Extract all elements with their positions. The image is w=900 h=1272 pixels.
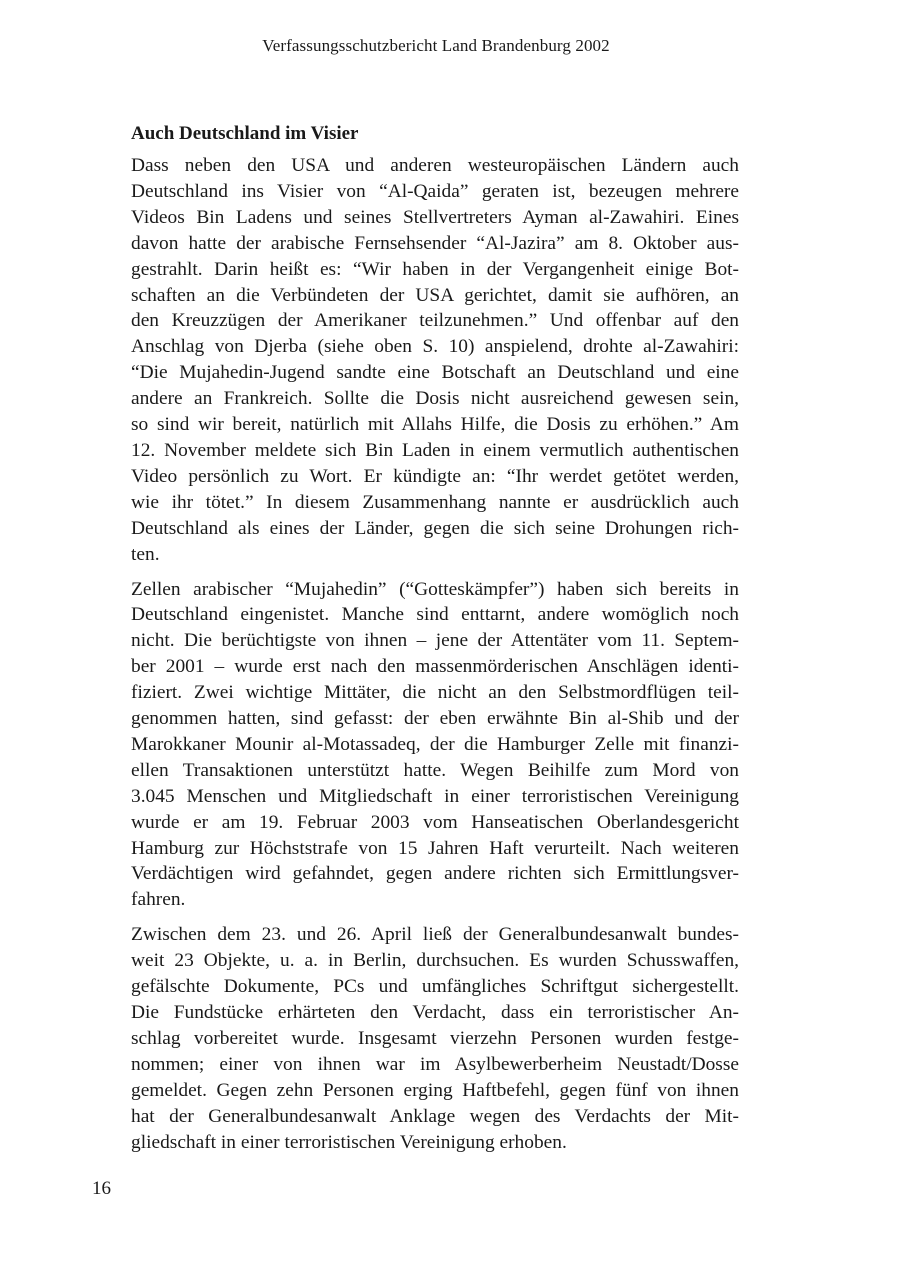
- text-line: davon hatte der arabische Fernsehsender “Al-Jazira” am 8. Oktober aus-: [131, 232, 739, 254]
- text-line: Die Fundstücke erhärteten den Verdacht, dass ein terroristischer An-: [131, 1002, 739, 1023]
- text-line: andere an Frankreich. Sollte die Dosis nicht ausreichend gewesen sein,: [131, 388, 739, 410]
- text-line: hat der Generalbundesanwalt Anklage wegen des Verdachts der Mit-: [131, 1105, 739, 1127]
- text-line: Dass neben den USA und anderen westeuropäischen Ländern auch: [131, 155, 739, 176]
- paragraph: [131, 577, 739, 914]
- text-line: Marokkaner Mounir al-Motassadeq, der die Hamburger Zelle mit finanzi-: [131, 733, 739, 755]
- paragraph: [131, 922, 739, 1155]
- text-line: Deutschland ins Visier von “Al-Qaida” geraten ist, bezeugen mehrere: [131, 180, 739, 202]
- text-line: den Kreuzzügen der Amerikaner teilzunehmen.” Und offenbar auf den: [131, 310, 739, 332]
- running-header: Verfassungsschutzbericht Land Brandenburg 2002: [262, 36, 610, 55]
- text-line: 12. November meldete sich Bin Laden in einem vermutlich authentischen: [131, 439, 739, 461]
- text-line: gemeldet. Gegen zehn Personen erging Haftbefehl, gegen fünf von ihnen: [131, 1079, 739, 1101]
- text-line: Anschlag von Djerba (siehe oben S. 10) anspielend, drohte al-Zawahiri:: [131, 336, 739, 358]
- text-line: fahren.: [131, 889, 186, 911]
- text-line: fiziert. Zwei wichtige Mittäter, die nicht an den Selbstmordflügen teil-: [131, 682, 739, 704]
- article-section: [131, 121, 739, 1155]
- text-line: gestrahlt. Darin heißt es: “Wir haben in der Vergangenheit einige Bot-: [131, 258, 739, 280]
- text-line: “Die Mujahedin-Jugend sandte eine Botschaft an Deutschland und eine: [131, 362, 739, 384]
- text-line: schlag vorbereitet wurde. Insgesamt vierzehn Personen wurden festge-: [131, 1027, 739, 1049]
- text-line: gefälschte Dokumente, PCs und umfängliches Schriftgut sichergestellt.: [131, 976, 739, 998]
- text-line: wie ihr tötet.” In diesem Zusammenhang nannte er ausdrücklich auch: [131, 491, 739, 513]
- text-line: Deutschland als eines der Länder, gegen die sich seine Drohungen rich-: [131, 517, 739, 539]
- text-line: Zwischen dem 23. und 26. April ließ der Generalbundesanwalt bundes-: [131, 924, 740, 946]
- text-line: nommen; einer von ihnen war im Asylbewerberheim Neustadt/Dosse: [131, 1053, 739, 1075]
- text-line: wurde er am 19. Februar 2003 vom Hanseatischen Oberlandesgericht: [131, 811, 739, 833]
- text-line: ber 2001 – wurde erst nach den massenmörderischen Anschlägen identi-: [131, 656, 739, 678]
- text-line: Videos Bin Ladens und seines Stellvertreters Ayman al-Zawahiri. Eines: [131, 206, 739, 228]
- text-line: nicht. Die berüchtigste von ihnen – jene der Attentäter vom 11. Septem-: [131, 630, 739, 652]
- page-number: 16: [92, 1178, 111, 1199]
- text-line: ten.: [131, 543, 160, 565]
- text-line: schaften an die Verbündeten der USA gerichtet, damit sie aufhören, an: [131, 284, 739, 306]
- text-line: weit 23 Objekte, u. a. in Berlin, durchsuchen. Es wurden Schusswaffen,: [131, 950, 739, 972]
- paragraph: [131, 153, 739, 568]
- text-line: gliedschaft in einer terroristischen Vereinigung erhoben.: [131, 1131, 567, 1153]
- section-heading: Auch Deutschland im Visier: [131, 123, 359, 144]
- text-line: Hamburg zur Höchststrafe von 15 Jahren Haft verurteilt. Nach weiteren: [131, 837, 739, 859]
- text-line: 3.045 Menschen und Mitgliedschaft in einer terroristischen Vereinigung: [131, 785, 739, 807]
- text-line: Verdächtigen wird gefahndet, gegen andere richten sich Ermittlungsver-: [131, 863, 739, 885]
- text-line: ellen Transaktionen unterstützt hatte. Wegen Beihilfe zum Mord von: [131, 759, 739, 781]
- text-line: Deutschland eingenistet. Manche sind enttarnt, andere womöglich noch: [131, 604, 739, 626]
- paragraph-list: [131, 153, 739, 1155]
- text-line: so sind wir bereit, natürlich mit Allahs Hilfe, die Dosis zu erhöhen.” Am: [131, 414, 739, 436]
- text-line: Video persönlich zu Wort. Er kündigte an: “Ihr werdet getötet werden,: [131, 465, 739, 487]
- text-line: genommen hatten, sind gefasst: der eben erwähnte Bin al-Shib und der: [131, 708, 739, 730]
- text-line: Zellen arabischer “Mujahedin” (“Gotteskämpfer”) haben sich bereits in: [131, 578, 739, 600]
